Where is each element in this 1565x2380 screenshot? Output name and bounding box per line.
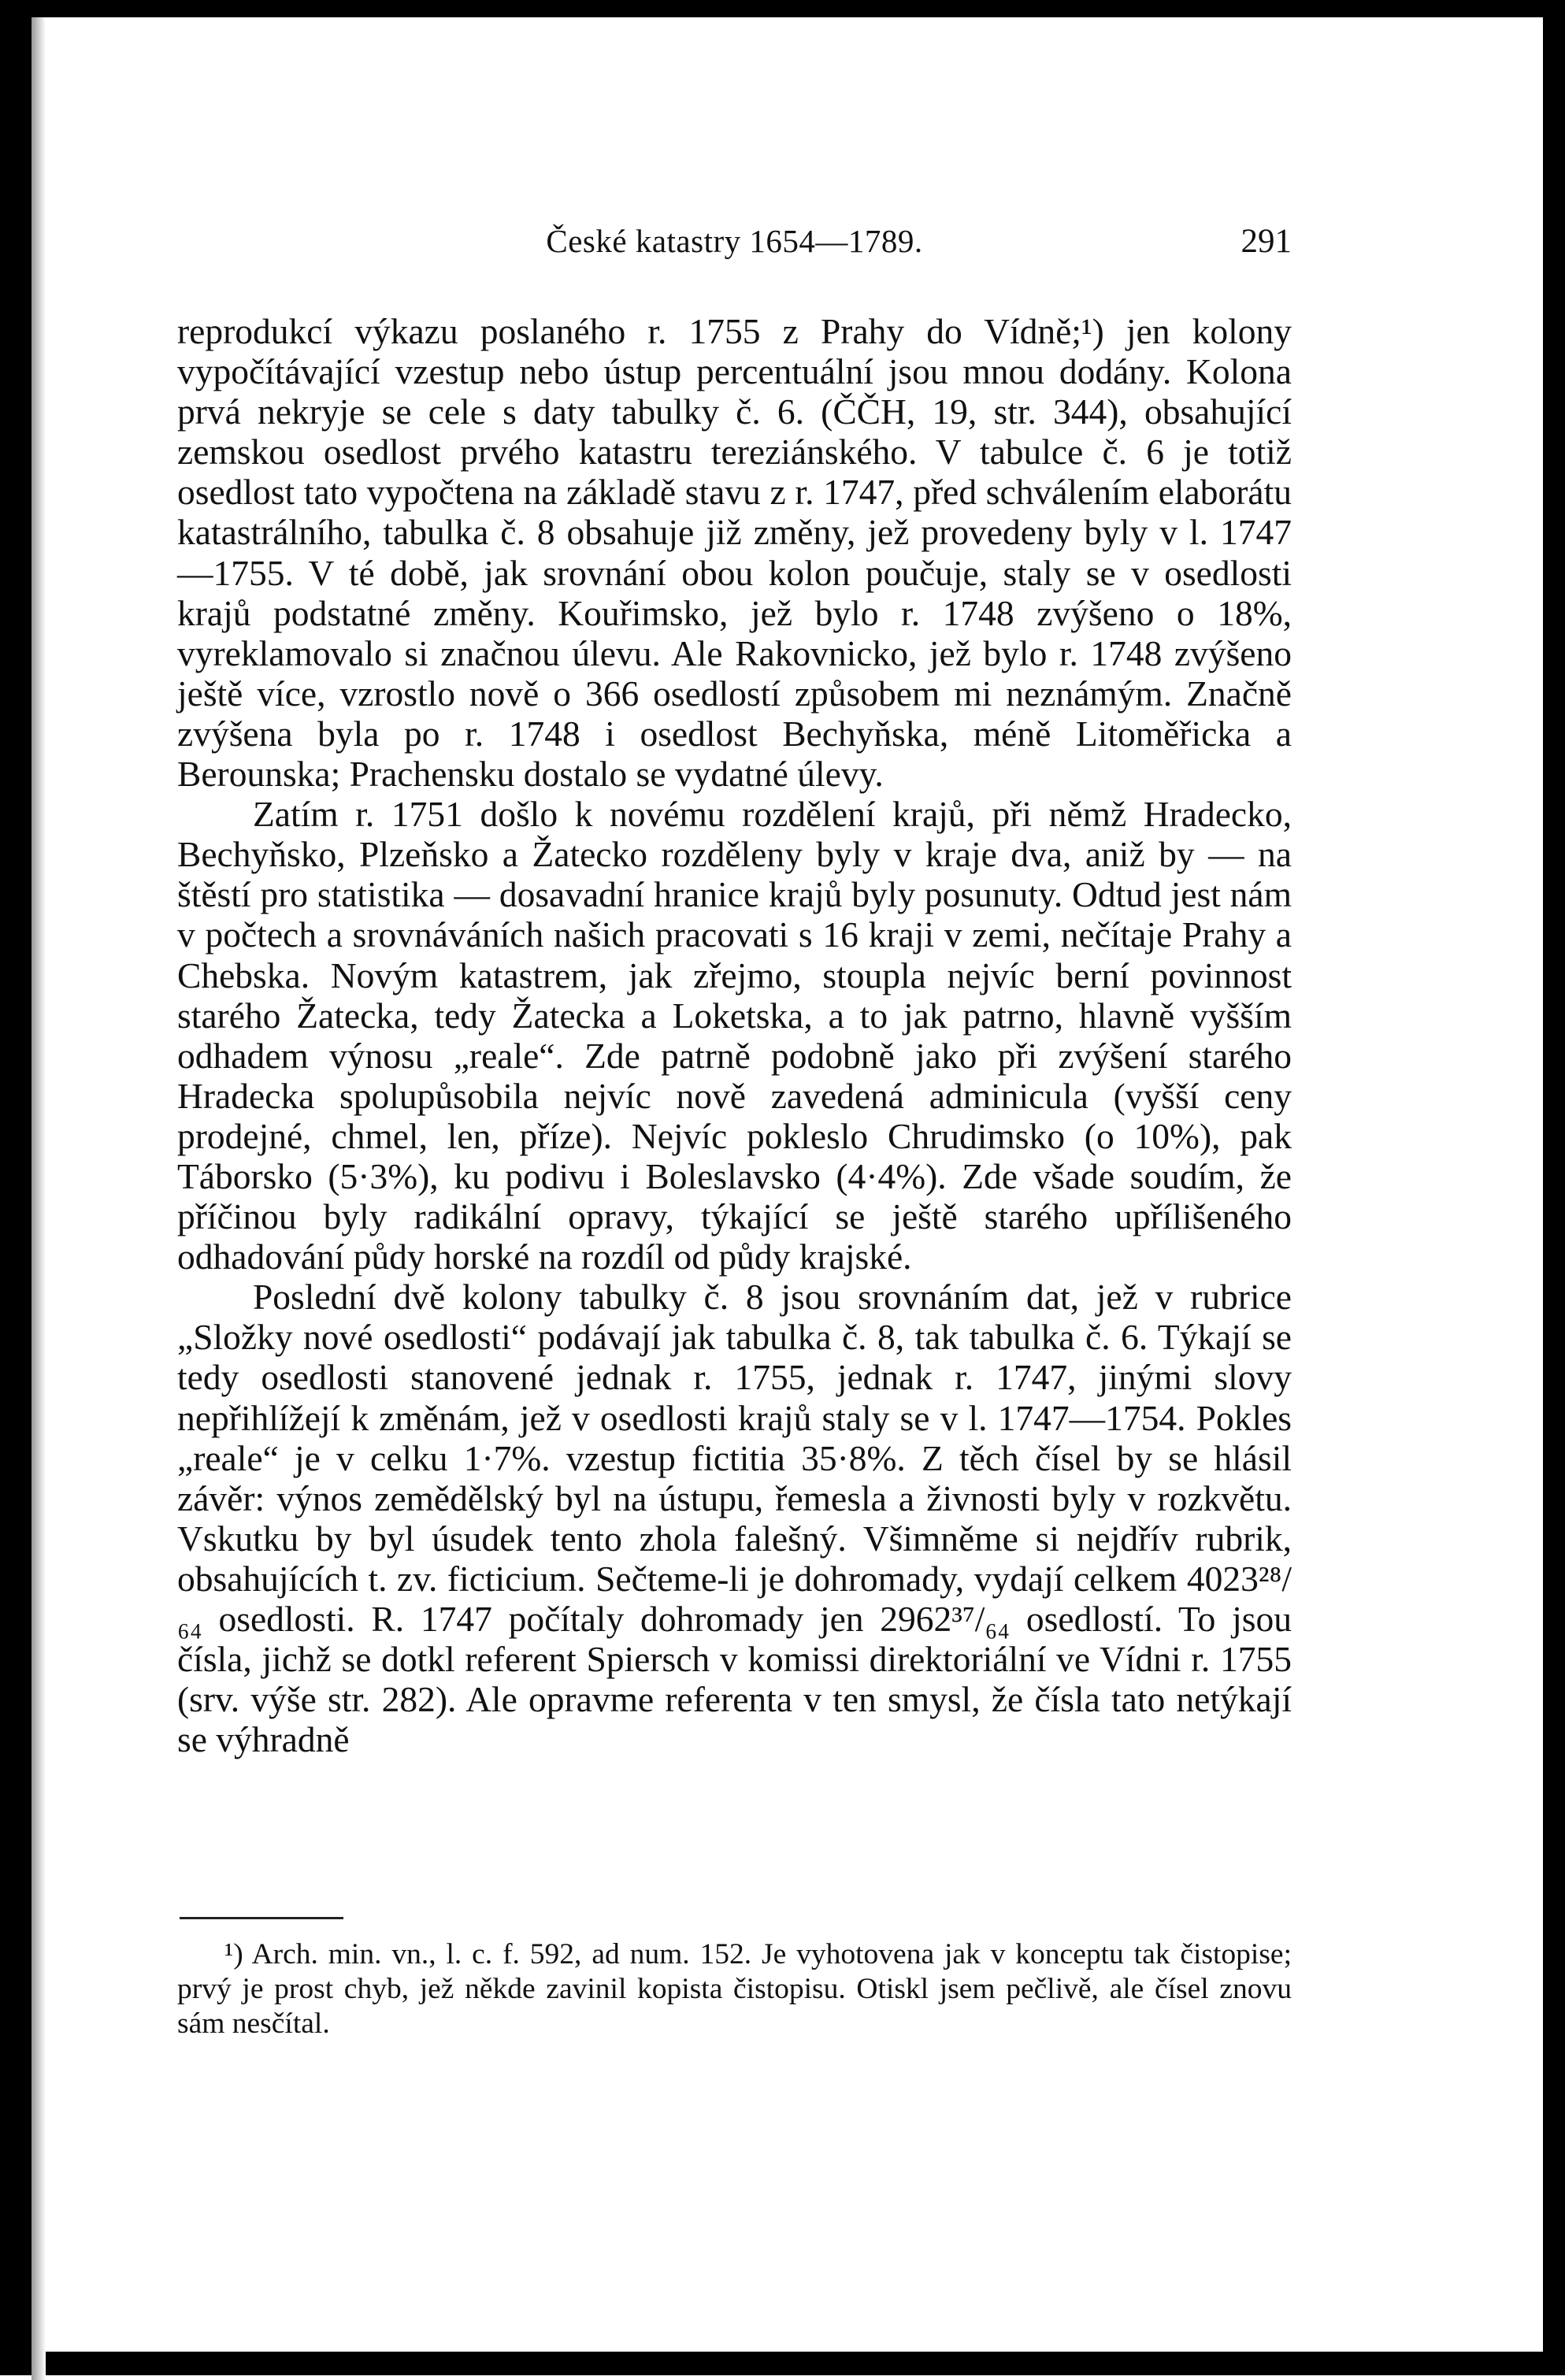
footnote-text: ¹) Arch. min. vn., l. c. f. 592, ad num. 152. Je vyhotovena jak v konceptu tak čistopise; prvý je prost chyb, jež někde zavinil kopista čistopisu. Otiskl jsem pečlivě, ale čísel znovu sám nesčítal. — [177, 1938, 1292, 2040]
running-head-title: České katastry 1654—1789. — [546, 223, 923, 259]
paragraph: Poslední dvě kolony tabulky č. 8 jsou srovnáním dat, jež v rubrice „Složky nové osedlosti“ podávají jak tabulka č. 8, tak tabulka č. 6. Týkají se tedy osedlosti stanovené jednak r. 1755, jednak r. 1747, jinými slovy nepřihlížejí k změnám, jež v osedlosti krajů staly se v l. 1747—1754. Pokles „reale“ je v celku 1·7%. vzestup fictitia 35·8%. Z těch čísel by se hlásil závěr: výnos zemědělský byl na ústupu, řemesla a živnosti byly v rozkvětu. Vskutku by byl úsudek tento zhola falešný. Všimněme si nejdřív rubrik, obsahujících t. zv. ficticium. Sečteme-li je dohromady, vydají celkem 4023²⁸/₆₄ osedlosti. R. 1747 počítaly dohromady jen 2962³⁷/₆₄ osedlostí. To jsou čísla, jichž se dotkl referent Spiersch v komissi direktoriální ve Vídni r. 1755 (srv. výše str. 282). Ale opravme referenta v ten smysl, že čísla tato netýkají se výhradně — [177, 1277, 1292, 1760]
footnote — [177, 1937, 1292, 2041]
paragraph: reprodukcí výkazu poslaného r. 1755 z Prahy do Vídně;¹) jen kolony vypočítávající vzestup nebo ústup percentuální jsou mnou dodány. Kolona prvá nekryje se cele s daty tabulky č. 6. (ČČH, 19, str. 344), obsahující zemskou osedlost prvého katastru tereziánského. V tabulce č. 6 je totiž osedlost tato vypočtena na základě stavu z r. 1747, před schválením elaborátu katastrálního, tabulka č. 8 obsahuje již změny, jež provedeny byly v l. 1747—1755. V té době, jak srovnání obou kolon poučuje, staly se v osedlosti krajů podstatné změny. Kouřimsko, jež bylo r. 1748 zvýšeno o 18%, vyreklamovalo si značnou úlevu. Ale Rakovnicko, jež bylo r. 1748 zvýšeno ještě více, vzrostlo nově o 366 osedlostí způsobem mi neznámým. Značně zvýšena byla po r. 1748 i osedlost Bechyňska, méně Litoměřicka a Berounska; Prachensku dostalo se vydatné úlevy. — [177, 311, 1292, 795]
scan-border-top — [0, 0, 1565, 17]
body-text — [177, 311, 1292, 1759]
running-head — [177, 222, 1292, 269]
scan-border-left — [0, 0, 32, 2375]
footnote-rule — [180, 1917, 343, 1919]
scan-border-bottom — [0, 2352, 1565, 2375]
paragraph: Zatím r. 1751 došlo k novému rozdělení krajů, při němž Hradecko, Bechyňsko, Plzeňsko a Žatecko rozděleny byly v kraje dva, aniž by — na štěstí pro statistika — dosavadní hranice krajů byly posunuty. Odtud jest nám v počtech a srovnáváních našich pracovati s 16 kraji v zemi, nečítaje Prahy a Chebska. Novým katastrem, jak zřejmo, stoupla nejvíc berní povinnost starého Žatecka, tedy Žatecka a Loketska, a to jak patrno, hlavně vyšším odhadem výnosu „reale“. Zde patrně podobně jako při zvýšení starého Hradecka spolupůsobila nejvíc nově zavedená adminicula (vyšší ceny prodejné, chmel, len, příze). Nejvíc pokleslo Chrudimsko (o 10%), pak Táborsko (5·3%), ku podivu i Boleslavsko (4·4%). Zde všade soudím, že příčinou byly radikální opravy, týkající se ještě starého upřílišeného odhadování půdy horské na rozdíl od půdy krajské. — [177, 794, 1292, 1277]
page-number: 291 — [1241, 223, 1292, 260]
page-edge-shadow — [32, 17, 46, 2380]
scan-border-right — [1543, 0, 1565, 2375]
